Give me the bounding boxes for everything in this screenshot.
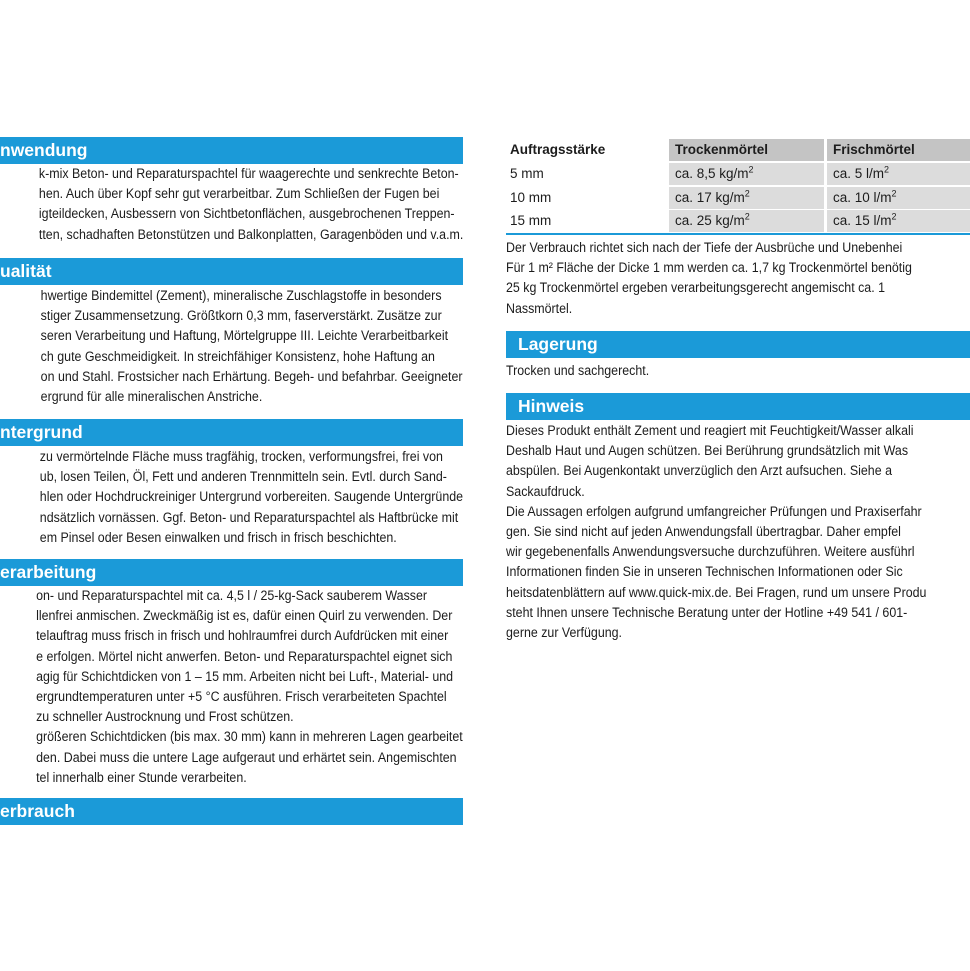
text-line: ndsätzlich vornässen. Ggf. Beton- und Reparaturspachtel als Haftbrücke mit [39,509,459,525]
text-line: steht Ihnen unsere Technische Beratung unter der Hotline +49 541 / 601- [506,604,908,620]
section-header-anwendung: nwendung [0,137,463,164]
text-line: zu vermörtelnde Fläche muss tragfähig, trocken, verformungsfrei, frei von [39,449,443,464]
section-header-verarbeitung: erarbeitung [0,559,463,586]
text-line: wir gegebenenfalls Anwendungsversuche durchzuführen. Weitere ausführl [506,544,915,560]
table-bottom-rule [506,233,970,235]
table-cell-fresh: ca. 10 $l/m^2$ [827,187,970,209]
text-line: llenfrei anmischen. Zweckmäßig ist es, dafür einen Quirl zu verwenden. Der [36,608,453,624]
text-line: Informationen finden Sie in unseren Technischen Informationen oder Sic [506,564,903,580]
text-line: k-mix Beton- und Reparaturspachtel für waagerechte und senkrechte Beton- [38,166,459,181]
table-cell-thickness: 5 mm [510,166,544,181]
table-cell-thickness: 10 mm [510,190,552,205]
section-body-hinweis [506,421,963,643]
table-header-dry: Trockenmörtel [669,139,824,161]
table-cell-dry: ca. 8,5 $kg/m^2$ [669,163,824,185]
section-header-untergrund: ntergrund [0,419,463,446]
section-body-lagerung [506,361,662,381]
text-line: tel innerhalb einer Stunde verarbeiten. [36,769,247,785]
table-cell-thickness: 15 mm [510,213,552,228]
text-line: on- und Reparaturspachtel mit ca. 4,5 l / 25-kg-Sack sauberem Wasser [36,588,428,603]
text-line: gerne zur Verfügung. [506,624,623,640]
text-line: hwertige Bindemittel (Zement), mineralische Zuschlagstoffe in besonders [41,288,442,303]
text-line: em Pinsel oder Besen einwalken und frisch in frisch beschichten. [39,529,397,545]
text-line: den. Dabei muss die untere Lage aufgeraut und erhärtet sein. Angemischten [36,749,457,765]
table-cell-fresh: ca. 5 $l/m^2$ [827,163,970,185]
table-row [506,187,970,209]
table-header-thickness: Auftragsstärke [510,142,606,157]
text-line: heitsdatenblättern auf www.quick-mix.de. Bei Fragen, rund um unsere Produ [506,584,927,600]
text-line: zu schneller Austrocknung und Frost schützen. [36,709,294,725]
table-cell-dry: ca. 17 $kg/m^2$ [669,187,824,209]
text-line: größeren Schichtdicken (bis max. 30 mm) kann in mehreren Lagen gearbeitet [36,729,463,745]
text-line: abspülen. Bei Augenkontakt unverzüglich den Arzt aufsuchen. Siehe a [506,463,892,479]
text-line: ub, losen Teilen, Öl, Fett und anderen Trennmitteln sein. Evtl. durch Sand- [39,469,447,485]
text-line: Dieses Produkt enthält Zement und reagiert mit Feuchtigkeit/Wasser alkali [506,423,914,438]
section-body-anwendung [2,164,463,245]
text-line: stiger Zusammensetzung. Größtkorn 0,3 mm, faserverstärkt. Zusätze zur [41,308,443,324]
text-line: seren Verarbeitung und Haftung, Mörtelgruppe III. Leichte Verarbeitbarkeit [41,328,449,344]
table-cell-dry: ca. 25 $kg/m^2$ [669,210,824,232]
text-line: tten, schadhaften Betonstützen und Balkonplatten, Garagenböden und v.a.m. [38,226,463,242]
text-line: hen. Auch über Kopf sehr gut verarbeitbar. Zum Schließen der Fugen bei [38,186,440,202]
text-line: 25 kg Trockenmörtel ergeben verarbeitungsgerecht angemischt ca. 1 [506,280,886,296]
text-line: igteildecken, Ausbessern von Sichtbetonflächen, ausgebrochenen Treppen- [38,206,455,222]
section-header-verbrauch: erbrauch [0,798,463,825]
verbrauch-text [506,238,947,319]
text-line: Sackaufdruck. [506,483,585,499]
section-header-lagerung: Lagerung [506,331,970,358]
section-header-qualitaet: ualität [0,258,463,285]
text-line: telauftrag muss frisch in frisch und hohlraumfrei durch Aufdrücken mit einer [36,628,449,644]
right-column [506,0,970,971]
text-line: Der Verbrauch richtet sich nach der Tiefe der Ausbrüche und Unebenhei [506,240,903,255]
table-row [506,163,970,185]
section-body-untergrund [3,447,463,548]
table-row [506,210,970,232]
text-line: hlen oder Hochdruckreiniger Untergrund vorbereiten. Saugende Untergründe [39,489,463,505]
section-header-hinweis: Hinweis [506,393,970,420]
left-column [0,0,463,971]
section-body-qualitaet [4,286,463,407]
text-line: ergrundtemperaturen unter +5 °C ausführen. Frisch verarbeiteten Spachtel [36,688,447,704]
text-line: Die Aussagen erfolgen aufgrund umfangreicher Prüfungen und Praxiserfahr [506,503,922,519]
text-line: Für 1 m² Fläche der Dicke 1 mm werden ca. 1,7 kg Trockenmörtel benötig [506,260,912,276]
text-line: Nassmörtel. [506,300,573,316]
text-line: Trocken und sachgerecht. [506,363,650,378]
table-cell-fresh: ca. 15 $l/m^2$ [827,210,970,232]
text-line: ch gute Geschmeidigkeit. In streichfähiger Konsistenz, hohe Haftung an [41,348,436,364]
text-line: agig für Schichtdicken von 1 – 15 mm. Arbeiten nicht bei Luft-, Material- und [36,668,454,684]
text-line: ergrund für alle mineralischen Anstriche. [41,388,263,404]
table-header-fresh: Frischmörtel [827,139,970,161]
text-line: gen. Sie sind nicht auf jeden Anwendungsfall übertragbar. Daher empfel [506,523,901,539]
section-body-verarbeitung [0,586,463,788]
text-line: on und Stahl. Frostsicher nach Erhärtung. Begeh- und befahrbar. Geeigneter [41,368,463,384]
table-header-row [506,139,970,161]
text-line: Deshalb Haut und Augen schützen. Bei Berührung grundsätzlich mit Was [506,443,909,459]
text-line: e erfolgen. Mörtel nicht anwerfen. Beton- und Reparaturspachtel eignet sich [36,648,453,664]
